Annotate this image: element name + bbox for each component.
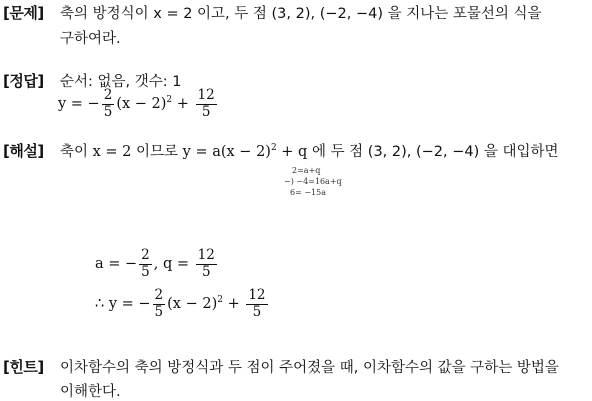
result2-frac-1-num: 2 bbox=[154, 287, 164, 303]
result1-b: , q = bbox=[153, 256, 194, 273]
answer-frac-1-num: 2 bbox=[103, 87, 113, 103]
result1-frac-1-den: 5 bbox=[141, 263, 150, 280]
result1-frac-2 bbox=[196, 248, 217, 280]
solution-l1-d: y = a(x − 2) bbox=[182, 144, 271, 160]
solution-l1-a: 축이 bbox=[60, 144, 93, 160]
hint-line-1: 이차함수의 축의 방정식과 두 점이 주어졌을 때, 이차함수의 값을 구하는 방법을 bbox=[60, 360, 559, 376]
hint-label: [힌트] bbox=[3, 358, 44, 376]
answer-frac-2-den: 5 bbox=[196, 104, 217, 121]
answer-frac-1 bbox=[102, 88, 115, 120]
answer-eq-plus: + bbox=[172, 96, 194, 113]
result2-frac-1-den: 5 bbox=[154, 303, 164, 320]
solution-result-1 bbox=[95, 248, 219, 280]
solution-l1-f: + q bbox=[276, 144, 308, 160]
answer-line-1: 순서: 없음, 갯수: 1 bbox=[60, 74, 182, 90]
solution-l1-c: 이므로 bbox=[131, 144, 183, 160]
solution-small-1: 2=a+q bbox=[292, 166, 321, 175]
answer-equation bbox=[58, 88, 219, 120]
answer-eq-mid: (x − 2) bbox=[116, 96, 167, 113]
solution-small-3: 6= −15a bbox=[290, 188, 326, 197]
hint-line-2: 이해한다. bbox=[60, 384, 121, 400]
result1-frac-2-num: 12 bbox=[197, 247, 215, 263]
answer-eq-exp: 2 bbox=[166, 95, 173, 106]
result2-frac-2 bbox=[246, 288, 267, 320]
answer-frac-2-num: 12 bbox=[197, 87, 215, 103]
result1-frac-1 bbox=[139, 248, 152, 280]
solution-label: [해설] bbox=[3, 142, 44, 160]
solution-l1-e: 2 bbox=[270, 143, 277, 154]
solution-l1-b: x = 2 bbox=[92, 144, 132, 160]
answer-eq-lhs: y = − bbox=[58, 96, 100, 113]
solution-line-1 bbox=[60, 140, 559, 161]
result1-a: a = − bbox=[95, 256, 138, 273]
result1-frac-1-num: 2 bbox=[141, 247, 150, 263]
result2-frac-1 bbox=[153, 288, 166, 320]
result2-plus: + bbox=[222, 296, 245, 313]
problem-line-1: 축의 방정식이 x = 2 이고, 두 점 (3, 2), (−2, −4) 을 지나는 포물선의 식을 bbox=[60, 6, 542, 22]
solution-result-2 bbox=[95, 288, 270, 320]
result2-frac-2-num: 12 bbox=[248, 287, 266, 303]
solution-l1-g: 에 두 점 (3, 2), (−2, −4) 을 대입하면 bbox=[307, 144, 559, 160]
problem-label: [문제] bbox=[3, 4, 44, 22]
answer-frac-1-den: 5 bbox=[103, 103, 113, 120]
result2-a: ∴ y = − bbox=[95, 296, 151, 313]
result2-mid: (x − 2) bbox=[167, 296, 218, 313]
result1-frac-2-den: 5 bbox=[196, 264, 217, 281]
answer-label: [정답] bbox=[3, 72, 44, 90]
result2-frac-2-den: 5 bbox=[246, 304, 267, 321]
result2-exp: 2 bbox=[217, 295, 223, 306]
answer-frac-2 bbox=[196, 88, 217, 120]
problem-line-2: 구하여라. bbox=[60, 31, 121, 47]
solution-small-2: −) −4=16a+q bbox=[284, 177, 342, 186]
